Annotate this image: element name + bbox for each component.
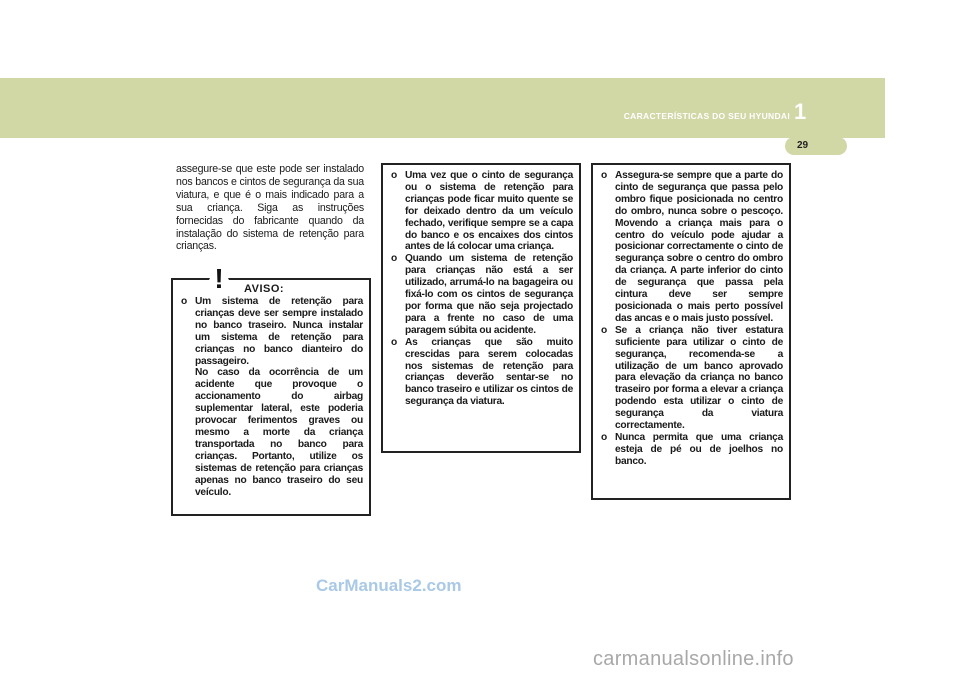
exclamation-icon bbox=[202, 258, 236, 292]
middle-list bbox=[389, 170, 573, 408]
list-item: o Nunca permita que uma criança esteja de pé ou de joelhos no banco. bbox=[599, 432, 783, 468]
page-number: 29 bbox=[797, 140, 809, 151]
list-item: o Assegura-se sempre que a parte do cinto de segurança que passa pelo ombro fique posicionada no centro do ombro, nunca sobre o pescoço. Movendo a criança mais para o centro do veículo pode ajudar a posicionar correctamente o cinto de segurança sobre o centro do ombro da criança. A parte inferior do cinto de segurança que passa pela cintura deve ser sempre posicionada o mais perto possível das ancas e o mais justo possível. bbox=[599, 170, 783, 325]
warning-list bbox=[179, 296, 363, 498]
svg-text:!: ! bbox=[214, 263, 224, 292]
page-number-tab bbox=[785, 137, 847, 155]
intro-paragraph: assegure-se que este pode ser instalado nos bancos e cintos de segurança da sua viatura, e que é o mais indicado para a sua criança. Siga as instruções fornecidas do fabricante quando da instalação do sistema de retenção para crianças. bbox=[176, 163, 364, 253]
watermark-carmanualsonline: carmanualsonline.info bbox=[593, 648, 794, 670]
middle-notice-box bbox=[381, 163, 581, 453]
warning-item bbox=[179, 296, 363, 498]
warning-label: AVISO: bbox=[244, 283, 285, 295]
warning-item-paragraph-2: No caso da ocorrência de um acidente que provoque o accionamento do airbag suplementar lateral, este poderia provocar ferimentos graves ou mesmo a morte da criança transportada no banco para crianças. Portanto, utilize os sistemas de retenção para crianças apenas no banco traseiro do seu veículo. bbox=[195, 367, 363, 498]
warning-item-paragraph-1: o Um sistema de retenção para crianças deve ser sempre instalado no banco traseiro. Nunca instalar um sistema de retenção para crianças no banco dianteiro do passageiro. bbox=[195, 296, 363, 367]
warning-box bbox=[171, 278, 371, 516]
list-item: o As crianças que são muito crescidas para serem colocadas nos sistemas de retenção para crianças deverão sentar-se no banco traseiro e utilizar os cintos de segurança da viatura. bbox=[389, 337, 573, 408]
list-item: o Quando um sistema de retenção para crianças não está a ser utilizado, arrumá-lo na bagageira ou fixá-lo com os cintos de segurança por forma que não seja projectado para a frente no caso de uma paragem súbita ou acidente. bbox=[389, 253, 573, 336]
right-list bbox=[599, 170, 783, 468]
right-notice-box bbox=[591, 163, 791, 500]
list-item: o Uma vez que o cinto de segurança ou o sistema de retenção para crianças pode ficar muito quente se for deixado dentro da um veículo fechado, verifique sempre se a capa do banco e os encaixes dos cintos antes de lá colocar uma criança. bbox=[389, 170, 573, 253]
list-item: o Se a criança não tiver estatura suficiente para utilizar o cinto de segurança, recomenda-se a utilização de um banco aprovado para elevação da criança no banco traseiro por forma a elevar a criança podendo esta utilizar o cinto de segurança da viatura correctamente. bbox=[599, 325, 783, 432]
section-title: CARACTERÍSTICAS DO SEU HYUNDAI bbox=[623, 111, 790, 121]
watermark-carmanuals2[interactable]: CarManuals2.com bbox=[316, 576, 462, 595]
section-number: 1 bbox=[794, 99, 807, 124]
header-band bbox=[0, 78, 885, 138]
